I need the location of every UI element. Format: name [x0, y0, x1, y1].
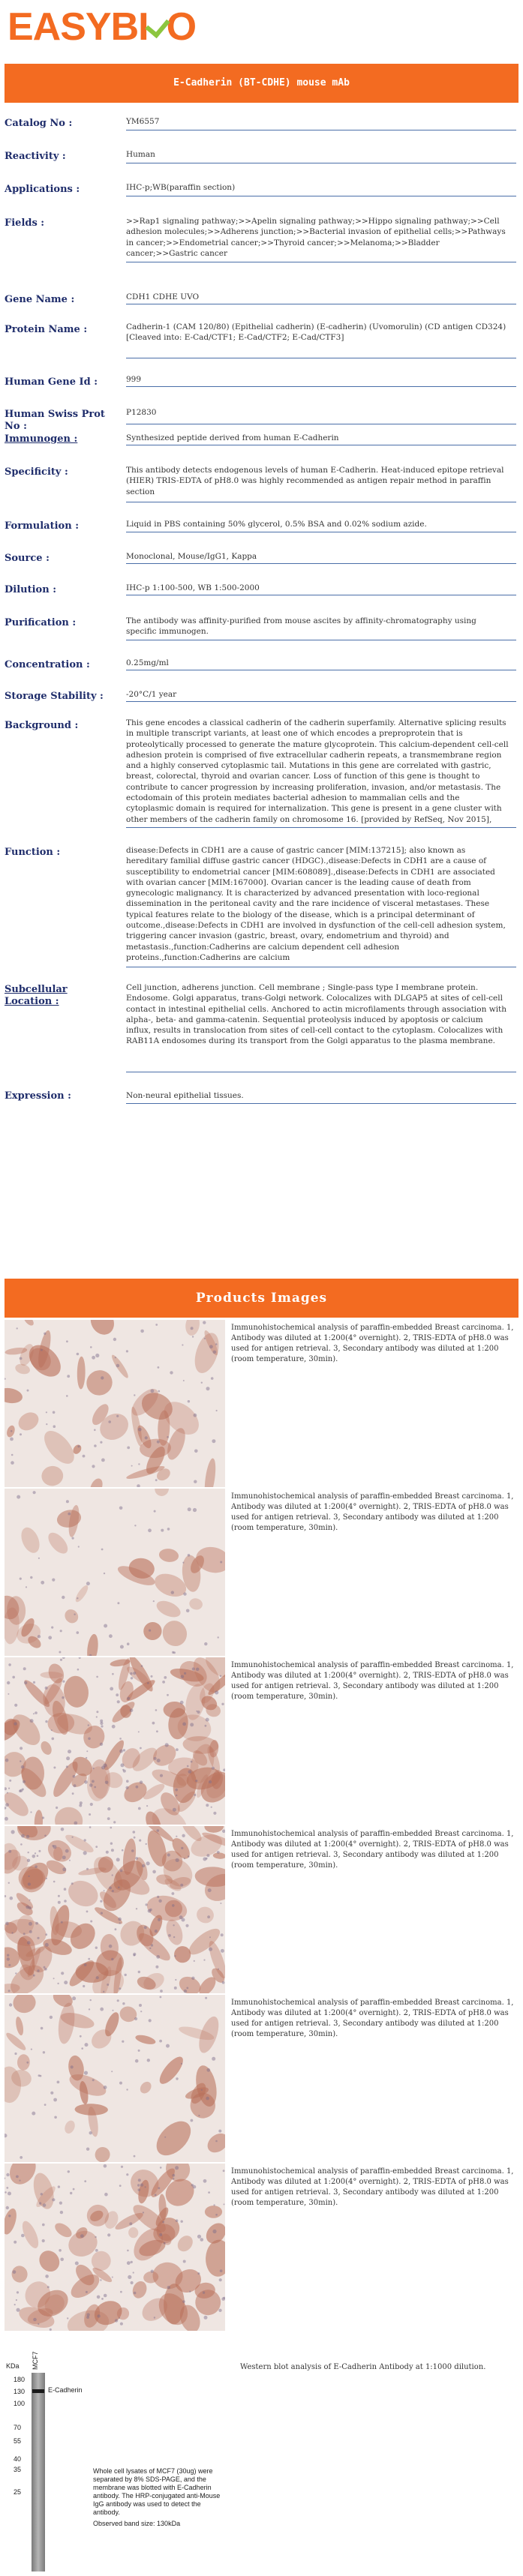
western-blot-caption: Western blot analysis of E-Cadherin Antibody at 1:1000 dilution.	[240, 2363, 486, 2371]
easybio-logo	[8, 5, 197, 49]
field-value: YM6557	[126, 117, 160, 126]
marker-label: 25	[14, 2488, 22, 2496]
field-label: Fields :	[5, 217, 45, 229]
marker-label: 35	[14, 2466, 22, 2473]
field-value: This gene encodes a classical cadherin of the cadherin superfamily. Alternative splicing results in multiple transcript variants, at least one of which encodes a preproprotein that is proteolytically processed to generate the mature glycoprotein. This calcium-dependent cell-cell adhesion protein is comprised of five extracellular cadherin repeats, a transmembrane region and a highly conserved cytoplasmic tail. Mutations in this gene are correlated with gastric, breast, colorectal, thyroid and ovarian cancer. Loss of function of this gene is thought to contribute to cancer progression by increasing proliferation, invasion, and/or metastasis. The ectodomain of this protein mediates bacterial adhesion to mammalian cells and the cytoplasmic domain is required for internalization. This gene is present in a gene cluster with other members of the cadherin family on chromosome 16. [provided by RefSeq, Nov 2015],	[126, 718, 509, 824]
field-value: IHC-p;WB(paraffin section)	[126, 183, 236, 192]
field-label: Source :	[5, 553, 50, 564]
field-value: Monoclonal, Mouse/IgG1, Kappa	[126, 552, 257, 561]
blot-band	[32, 2389, 44, 2393]
western-blot-image	[5, 2351, 230, 2573]
ihc-caption: Immunohistochemical analysis of paraffin-embedded Breast carcinoma. 1, Antibody was diluted at 1:200(4° overnight). 2, TRIS-EDTA of pH8.0 was used for antigen retrieval. 3, Secondary antibody was diluted at 1:200 (room temperature, 30min).	[231, 1830, 514, 1870]
field-value: CDH1 CDHE UVO	[126, 292, 200, 301]
field-label: Purification :	[5, 617, 77, 628]
field-value: Human	[126, 150, 155, 159]
field-label: Specificity :	[5, 466, 68, 478]
field-divider	[126, 701, 516, 702]
field-value: 0.25mg/ml	[126, 658, 169, 667]
ihc-image	[5, 2164, 225, 2331]
field-value: Cell junction, adherens junction. Cell membrane ; Single-pass type I membrane protein. Endosome. Golgi apparatus, trans-Golgi network. Colocalizes with DLGAP5 at sites of cell-cell contact in intestinal epithelial cells. Anchored to actin microfilaments through association with alpha-, beta- and gamma-catenin. Sequential proteolysis induced by apoptosis or calcium influx, results in translocation from sites of cell-cell contact to the cytoplasm. Colocalizes with RAB11A endosomes during its transport from the Golgi apparatus to the plasma membrane.	[126, 983, 507, 1046]
field-label: Human Gene Id :	[5, 376, 98, 388]
field-value: 999	[126, 375, 142, 384]
ihc-caption: Immunohistochemical analysis of paraffin-embedded Breast carcinoma. 1, Antibody was diluted at 1:200(4° overnight). 2, TRIS-EDTA of pH8.0 was used for antigen retrieval. 3, Secondary antibody was diluted at 1:200 (room temperature, 30min).	[231, 2167, 514, 2207]
field-value: Non-neural epithelial tissues.	[126, 1091, 244, 1100]
logo-text-end: O	[166, 5, 197, 49]
marker-label: 130	[14, 2388, 26, 2395]
marker-label: 55	[14, 2437, 22, 2445]
ihc-image	[5, 1489, 225, 1656]
products-images-title: Products Images	[5, 1279, 518, 1318]
field-value: This antibody detects endogenous levels of human E-Cadherin. Heat-induced epitope retrieval (HIER) TRIS-EDTA of pH8.0 was highly recommended as antigen repair method in paraffin section	[126, 466, 504, 496]
blot-description: Whole cell lysates of MCF7 (30ug) were separated by 8% SDS-PAGE, and the membrane was blotted with E-Cadherin antibody. The HRP-conjugated anti-Mouse IgG antibody was used to detect the antibody.	[93, 2467, 221, 2516]
ihc-caption: Immunohistochemical analysis of paraffin-embedded Breast carcinoma. 1, Antibody was diluted at 1:200(4° overnight). 2, TRIS-EDTA of pH8.0 was used for antigen retrieval. 3, Secondary antibody was diluted at 1:200 (room temperature, 30min).	[231, 1492, 514, 1532]
field-value: Cadherin-1 (CAM 120/80) (Epithelial cadherin) (E-cadherin) (Uvomorulin) (CD antigen CD324) [Cleaved into: E-Cad/CTF1; E-Cad/CTF2; E-Cad/CTF3]	[126, 322, 506, 343]
logo-text: EASYBI	[8, 5, 149, 49]
marker-label: 40	[14, 2455, 22, 2463]
field-value: IHC-p 1:100-500, WB 1:500-2000	[126, 583, 260, 592]
field-label: Applications :	[5, 184, 80, 195]
field-value: The antibody was affinity-purified from mouse ascites by affinity-chromatography using specific immunogen.	[126, 616, 476, 637]
field-value: >>Rap1 signaling pathway;>>Apelin signaling pathway;>>Hippo signaling pathway;>>Cell adhesion molecules;>>Adherens junction;>>Bacterial invasion of epithelial cells;>>Pathways in cancer;>>Endometrial cancer;>>Thyroid cancer;>>Melanoma;>>Bladder cancer;>>Gastric cancer	[126, 217, 506, 258]
field-value: P12830	[126, 408, 157, 417]
field-label: Immunogen :	[5, 433, 78, 445]
ihc-caption: Immunohistochemical analysis of paraffin-embedded Breast carcinoma. 1, Antibody was diluted at 1:200(4° overnight). 2, TRIS-EDTA of pH8.0 was used for antigen retrieval. 3, Secondary antibody was diluted at 1:200 (room temperature, 30min).	[231, 1661, 514, 1701]
field-label: Subcellular Location :	[5, 984, 68, 1007]
field-value: disease:Defects in CDH1 are a cause of gastric cancer [MIM:137215]; also known as hereditary familial diffuse gastric cancer (HDGC).,disease:Defects in CDH1 are a cause of susceptibility to endometrial cancer [MIM:608089].,disease:Defects in CDH1 are associated with ovarian cancer [MIM:167000]. Ovarian cancer is the leading cause of death from gynecologic malignancy. It is characterized by advanced presentation with loco-regional dissemination in the peritoneal cavity and the rare incidence of visceral metastases. These typical features relate to the biology of the disease, which is a principal determinant of outcome.,disease:Defects in CDH1 are involved in dysfunction of the cell-cell adhesion system, triggering cancer invasion (gastric, breast, ovary, endometrium and thyroid) and metastasis.,function:Cadherins are calcium dependent cell adhesion proteins.,function:Cadherins are calcium	[126, 846, 506, 962]
field-value: Liquid in PBS containing 50% glycerol, 0.5% BSA and 0.02% sodium azide.	[126, 520, 427, 529]
observed-band-size: Observed band size: 130kDa	[93, 2520, 181, 2527]
field-divider	[126, 827, 516, 828]
ihc-caption: Immunohistochemical analysis of paraffin-embedded Breast carcinoma. 1, Antibody was diluted at 1:200(4° overnight). 2, TRIS-EDTA of pH8.0 was used for antigen retrieval. 3, Secondary antibody was diluted at 1:200 (room temperature, 30min).	[231, 1999, 514, 2038]
field-value: -20°C/1 year	[126, 690, 177, 699]
field-label: Expression :	[5, 1090, 71, 1102]
ihc-image	[5, 1657, 225, 1825]
kda-label: KDa	[6, 2362, 20, 2370]
field-label: Formulation :	[5, 520, 79, 532]
marker-label: 100	[14, 2400, 26, 2407]
marker-label: 180	[14, 2376, 26, 2383]
ihc-caption: Immunohistochemical analysis of paraffin-embedded Breast carcinoma. 1, Antibody was diluted at 1:200(4° overnight). 2, TRIS-EDTA of pH8.0 was used for antigen retrieval. 3, Secondary antibody was diluted at 1:200 (room temperature, 30min).	[231, 1324, 514, 1363]
marker-label: 70	[14, 2424, 22, 2431]
field-label: Gene Name :	[5, 294, 75, 305]
field-divider	[126, 563, 516, 564]
field-label: Function :	[5, 847, 61, 858]
field-divider	[126, 1103, 516, 1104]
field-label: Catalog No :	[5, 118, 73, 129]
ihc-image	[5, 1995, 225, 2162]
field-label: Dilution :	[5, 584, 56, 595]
field-value: Synthesized peptide derived from human E-Cadherin	[126, 433, 339, 442]
ihc-image	[5, 1826, 225, 1993]
field-label: Human Swiss Prot No :	[5, 409, 105, 432]
field-divider	[126, 386, 516, 387]
ihc-image	[5, 1320, 225, 1487]
field-label: Storage Stability :	[5, 691, 104, 702]
field-label: Background :	[5, 720, 79, 731]
field-label: Protein Name :	[5, 324, 88, 335]
field-label: Reactivity :	[5, 151, 66, 162]
band-label: E-Cadherin	[48, 2386, 83, 2394]
product-title: E-Cadherin (BT-CDHE) mouse mAb	[5, 64, 518, 103]
field-label: Concentration :	[5, 659, 90, 670]
lane-label: MCF7	[32, 2351, 39, 2370]
